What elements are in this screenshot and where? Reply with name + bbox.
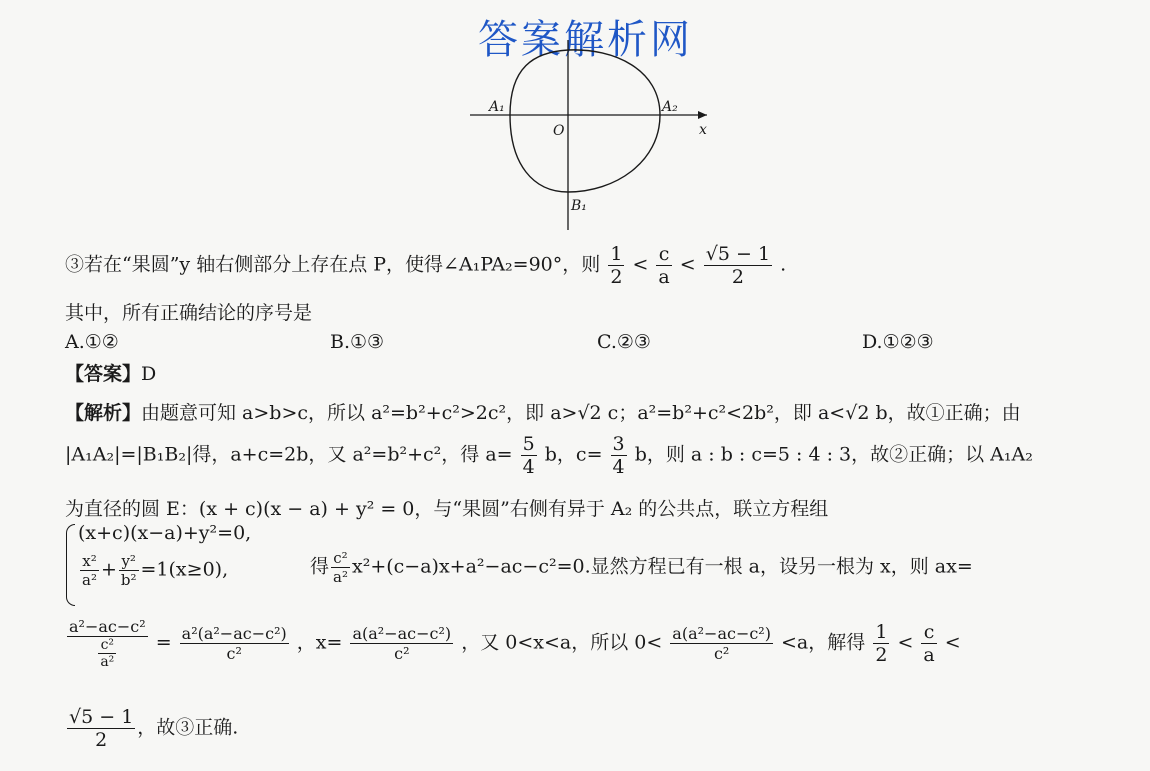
fraction-sqrt5-minus-1-over-2: $\frac{√5 - 1}{2}$ (705, 243, 771, 288)
option-d: D.①②③ (862, 331, 934, 353)
option-c: C.②③ (597, 331, 651, 353)
fraction-c-a: $\frac{c}{a}$ (658, 243, 670, 288)
fraction-sqrt5-minus-1-over-2-final: $\frac{√5 - 1}{2}$ (69, 706, 134, 751)
label-x: x (699, 122, 707, 138)
analysis-label: 【解析】 (65, 402, 142, 424)
system-eq-2: $\frac{\text{x²}}{\text{a²}}$ + $\frac{\text{y²}}{\text{b²}}$ =1(x≥0), (82, 552, 229, 589)
fraction-l5-c-a: $\frac{c}{a}$ (923, 621, 935, 666)
label-B1: B₁ (571, 198, 587, 214)
answer-line (65, 359, 156, 386)
label-O: O (553, 123, 565, 139)
fruit-curve (510, 50, 660, 192)
analysis-line-6: $\frac{√5 - 1}{2}$ ，故③正确. (69, 706, 239, 751)
answer-label: 【答案】 (65, 363, 142, 385)
compound-fraction: $\frac{\text{a²−ac−c²}}{\frac{\text{c²}}{\text{a²}}}$ (69, 617, 146, 670)
label-A2: A₂ (662, 99, 678, 115)
fraction-3-4: $\frac{3}{4}$ (612, 433, 625, 478)
option-a: A.①② (65, 331, 119, 353)
analysis-line-5: $\frac{\text{a²−ac−c²}}{\frac{\text{c²}}{\text{a²}}}$ = $\frac{\text{a²(a²−ac−c²)}}{\text{c²}}$ ，x= $\frac{\text{a(a²−ac−c²)}}{\text{c²}}$ ，又 0<x<a，所以 0< $\frac{\text{a(a²−ac−c²)}}{\text{c²}}$ <a，解得 $\frac{1}{2}$ < $\frac{c}{a}$ < (69, 617, 961, 670)
x-axis-arrow (698, 111, 707, 119)
fraction-c2-a2: $\frac{\text{c²}}{\text{a²}}$ (333, 549, 348, 586)
analysis-line-3: 为直径的圆 E：(x + c)(x − a) + y² = 0，与“果圆”右侧有异于 A₂ 的公共点，联立方程组 (65, 498, 829, 520)
analysis-line-4: 得 $\frac{\text{c²}}{\text{a²}}$ x²+(c−a)x+a²−ac−c²=0.显然方程已有一根 a，设另一根为 x，则 ax= (310, 549, 973, 586)
watermark-title: 答案解析网 (478, 17, 693, 63)
analysis-line-2: |A₁A₂|=|B₁B₂|得，a+c=2b，又 a²=b²+c²，得 a= $\frac{5}{4}$ b，c= $\frac{3}{4}$ b，则 a : b : c=5 : 4 : 3，故②正确；以 A₁A₂ (65, 433, 1033, 478)
fraction-l5-2: $\frac{\text{a²(a²−ac−c²)}}{\text{c²}}$ (181, 624, 287, 663)
analysis-line-1: 【解析】由题意可知 a>b>c，所以 a²=b²+c²>2c²，即 a>√2 c；a²=b²+c²<2b²，即 a<√2 b，故①正确；由 (65, 402, 1021, 424)
fraction-l5-1-2: $\frac{1}{2}$ (875, 621, 888, 666)
system-eq-1: (x+c)(x−a)+y²=0, (78, 522, 252, 544)
fraction-5-4: $\frac{5}{4}$ (522, 433, 535, 478)
label-A1: A₁ (489, 99, 505, 115)
option-b: B.①③ (330, 331, 385, 353)
statement-3-text: ③若在“果圆”y 轴右侧部分上存在点 P，使得∠A₁PA₂=90°，则 (65, 253, 601, 276)
fraction-l5-3: $\frac{\text{a(a²−ac−c²)}}{\text{c²}}$ (352, 624, 452, 663)
question-text: 其中，所有正确结论的序号是 (65, 302, 313, 324)
fruit-ellipse-figure (465, 40, 725, 240)
answer-value: D (141, 363, 157, 385)
statement-3: ③若在“果圆”y 轴右侧部分上存在点 P，使得∠A₁PA₂=90°，则 $\frac{1}{2}$ < $\frac{c}{a}$ < $\frac{√5 - 1}{2}$ . (65, 243, 787, 288)
fraction-1-2: $\frac{1}{2}$ (610, 243, 623, 288)
fraction-l5-4: $\frac{\text{a(a²−ac−c²)}}{\text{c²}}$ (672, 624, 771, 663)
system-bracket (66, 524, 75, 606)
